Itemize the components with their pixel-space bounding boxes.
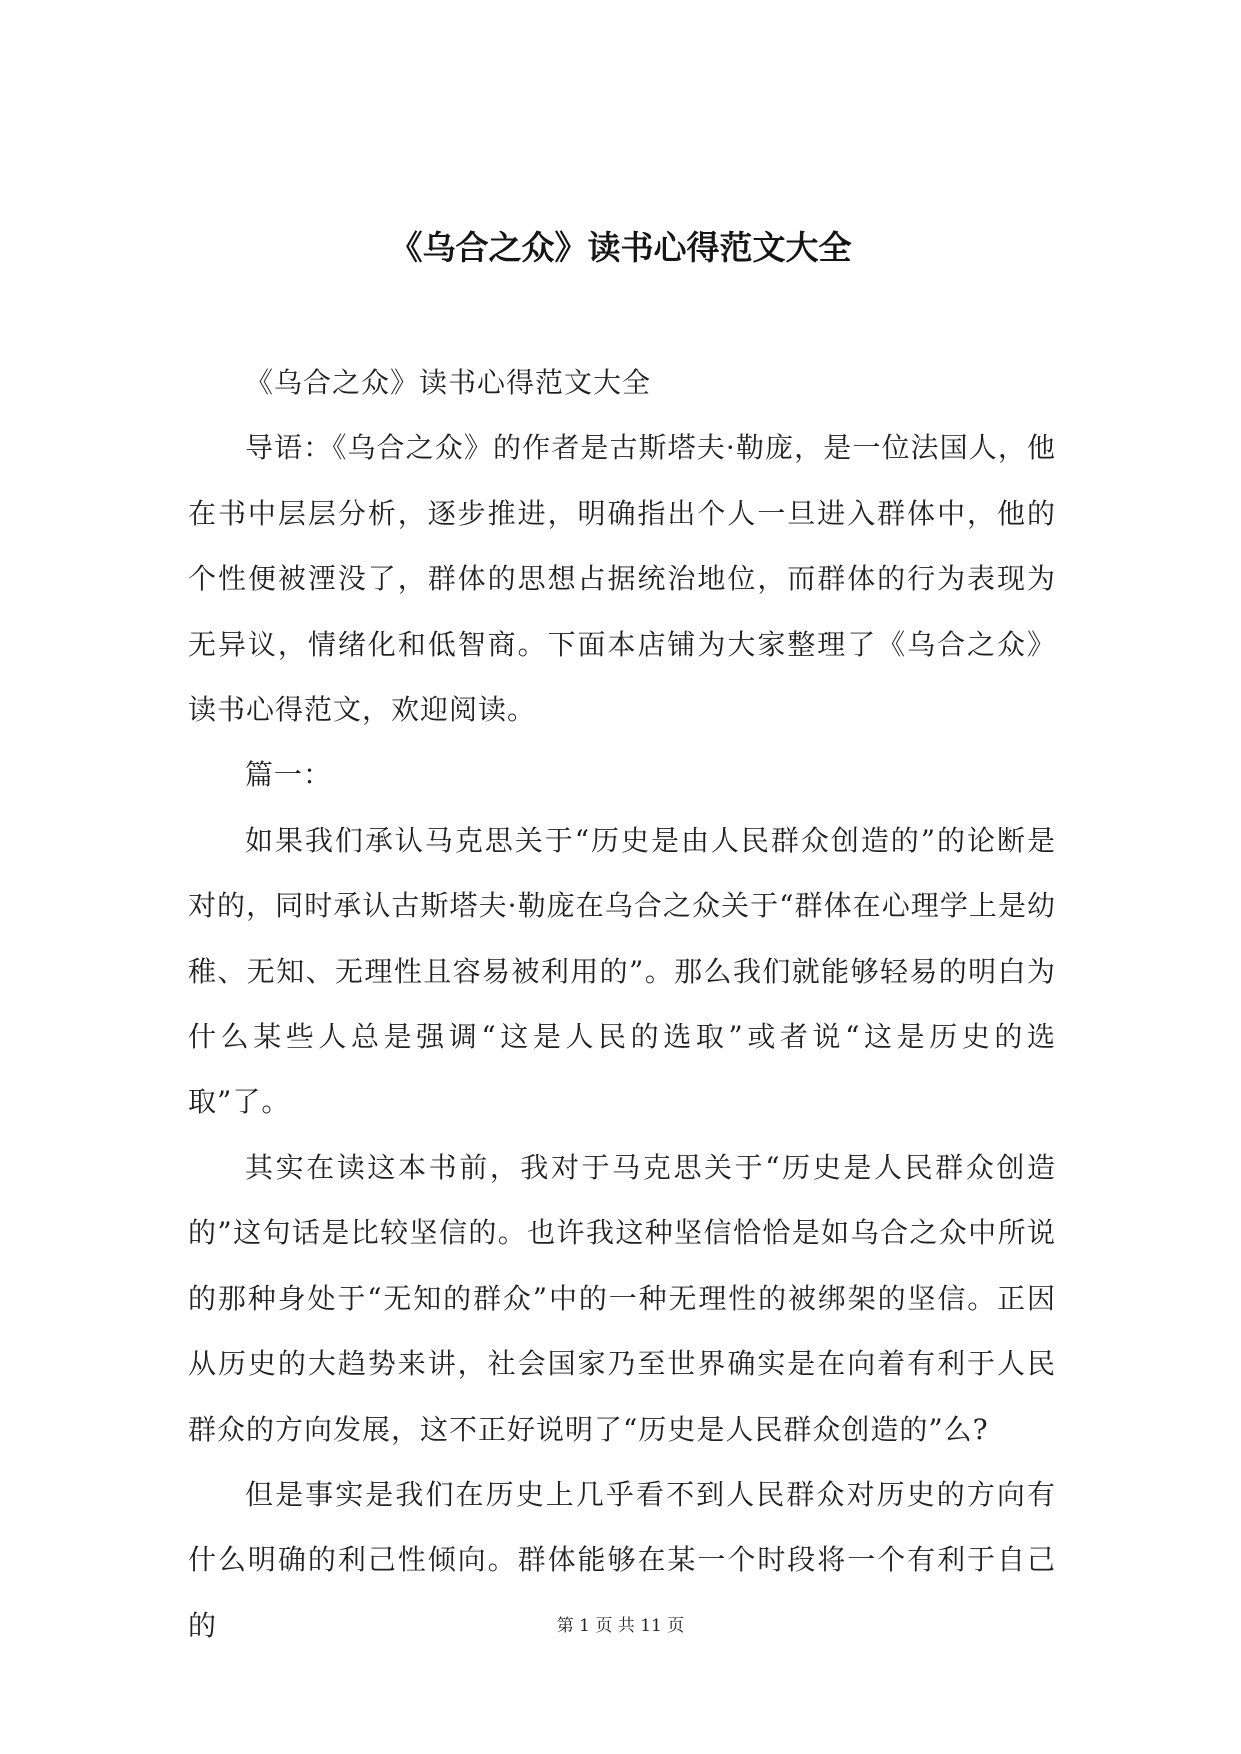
paragraph-body-1: 如果我们承认马克思关于“历史是由人民群众创造的”的论断是对的，同时承认古斯塔夫·勒庞在乌合之众关于“群体在心理学上是幼稚、无知、无理性且容易被利用的”。那么我们就能够轻易的明白为什么某些人总是强调“这是人民的选取”或者说“这是历史的选取”了。 xyxy=(188,823,1056,1119)
paragraph-intro: 导语：《乌合之众》的作者是古斯塔夫·勒庞，是一位法国人，他在书中层层分析，逐步推进，明确指出个人一旦进入群体中，他的个性便被湮没了，群体的思想占据统治地位，而群体的行为表现为无异议，情绪化和低智商。下面本店铺为大家整理了《乌合之众》读书心得范文，欢迎阅读。 xyxy=(188,431,1056,727)
document-body xyxy=(188,350,1056,1658)
page-number: 第 1 页 共 11 页 xyxy=(556,1616,685,1636)
paragraph-subtitle: 《乌合之众》读书心得范文大全 xyxy=(245,366,652,399)
paragraph-body-3: 但是事实是我们在历史上几乎看不到人民群众对历史的方向有什么明确的利己性倾向。群体能够在某一个时段将一个有利于自己的 xyxy=(188,1477,1056,1642)
paragraph-body-2: 其实在读这本书前，我对于马克思关于“历史是人民群众创造的”这句话是比较坚信的。也许我这种坚信恰恰是如乌合之众中所说的那种身处于“无知的群众”中的一种无理性的被绑架的坚信。正因从历史的大趋势来讲，社会国家乃至世界确实是在向着有利于人民群众的方向发展，这不正好说明了“历史是人民群众创造的”么? xyxy=(188,1150,1056,1446)
paragraph-section-heading: 篇一： xyxy=(245,758,333,792)
document-title: 《乌合之众》读书心得范文大全 xyxy=(389,228,852,267)
